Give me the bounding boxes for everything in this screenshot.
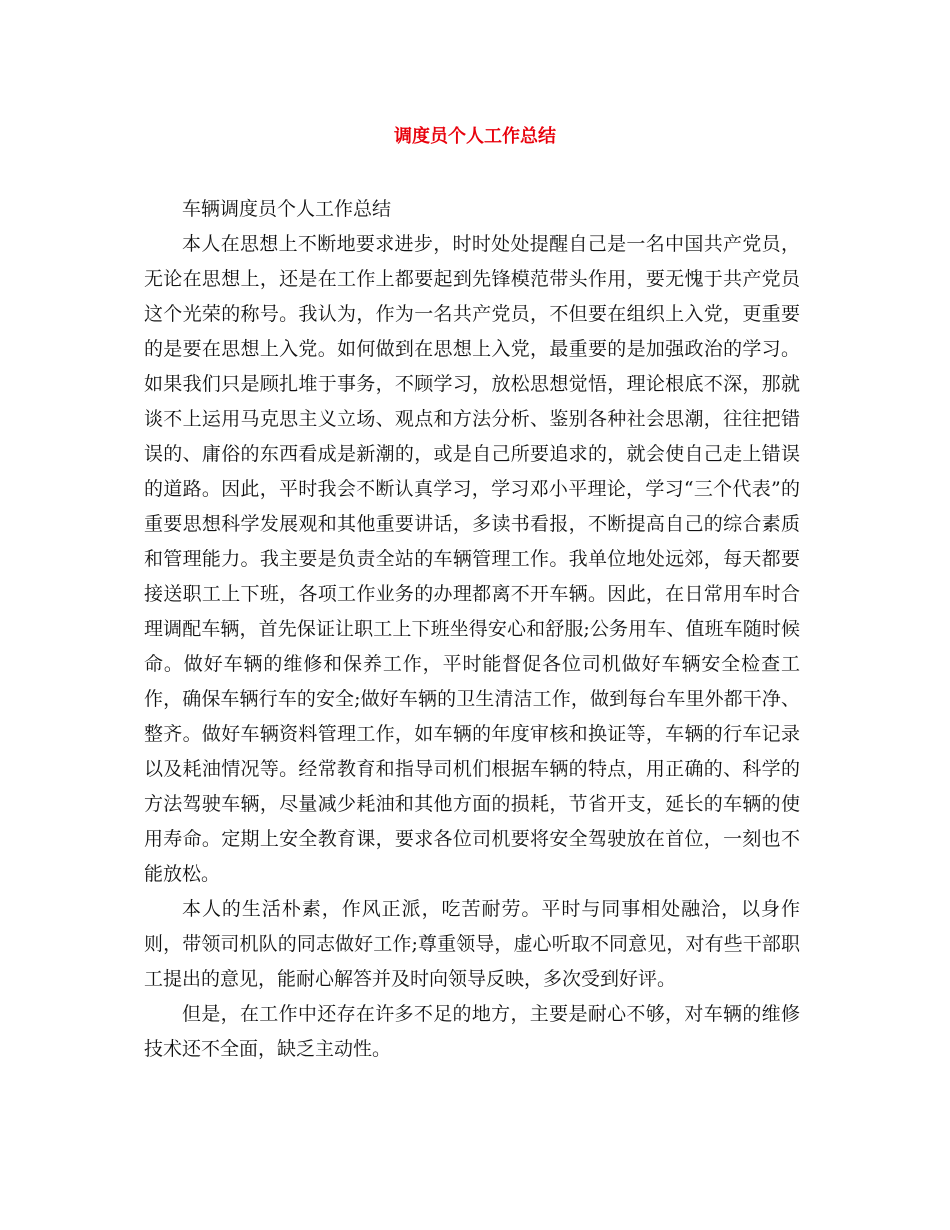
paragraph-subtitle: 车辆调度员个人工作总结 (182, 198, 392, 220)
paragraph-political-study-and-duties: 本人在思想上不断地要求进步，时时处处提醒自己是一名中国共产党员，无论在思想上，还是在工作上都要起到先锋模范带头作用，要无愧于共产党员这个光荣的称号。我认为，作为一名共产党员，不但要在组织上入党，更重要的是要在思想上入党。如何做到在思想上入党，最重要的是加强政治的学习。如果我们只是顾扎堆于事务，不顾学习，放松思想觉悟，理论根底不深，那就谈不上运用马克思主义立场、观点和方法分析、鉴别各种社会思潮，往往把错误的、庸俗的东西看成是新潮的，或是自己所要追求的，就会使自己走上错误的道路。因此，平时我会不断认真学习，学习邓小平理论，学习“三个代表”的重要思想科学发展观和其他重要讲话，多读书看报，不断提高自己的综合素质和管理能力。我主要是负责全站的车辆管理工作。我单位地处远郊，每天都要接送职工上下班，各项工作业务的办理都离不开车辆。因此，在日常用车时合理调配车辆，首先保证让职工上下班坐得安心和舒服;公务用车、值班车随时候命。做好车辆的维修和保养工作，平时能督促各位司机做好车辆安全检查工作，确保车辆行车的安全;做好车辆的卫生清洁工作，做到每台车里外都干净、整齐。做好车辆资料管理工作，如车辆的年度审核和换证等，车辆的行车记录以及耗油情况等。经常教育和指导司机们根据车辆的特点，用正确的、科学的方法驾驶车辆，尽量减少耗油和其他方面的损耗，节省开支，延长的车辆的使用寿命。定期上安全教育课，要求各位司机要将安全驾驶放在首位，一刻也不能放松。 (144, 233, 800, 885)
paragraph-personal-conduct: 本人的生活朴素，作风正派，吃苦耐劳。平时与同事相处融洽，以身作则，带领司机队的同志做好工作;尊重领导，虚心听取不同意见，对有些干部职工提出的意见，能耐心解答并及时向领导反映，多次受到好评。 (144, 898, 800, 990)
paragraph-shortcomings: 但是，在工作中还存在许多不足的地方，主要是耐心不够，对车辆的维修技术还不全面，缺乏主动性。 (144, 1003, 800, 1060)
document-body (144, 192, 800, 1067)
document-title: 调度员个人工作总结 (394, 126, 556, 147)
